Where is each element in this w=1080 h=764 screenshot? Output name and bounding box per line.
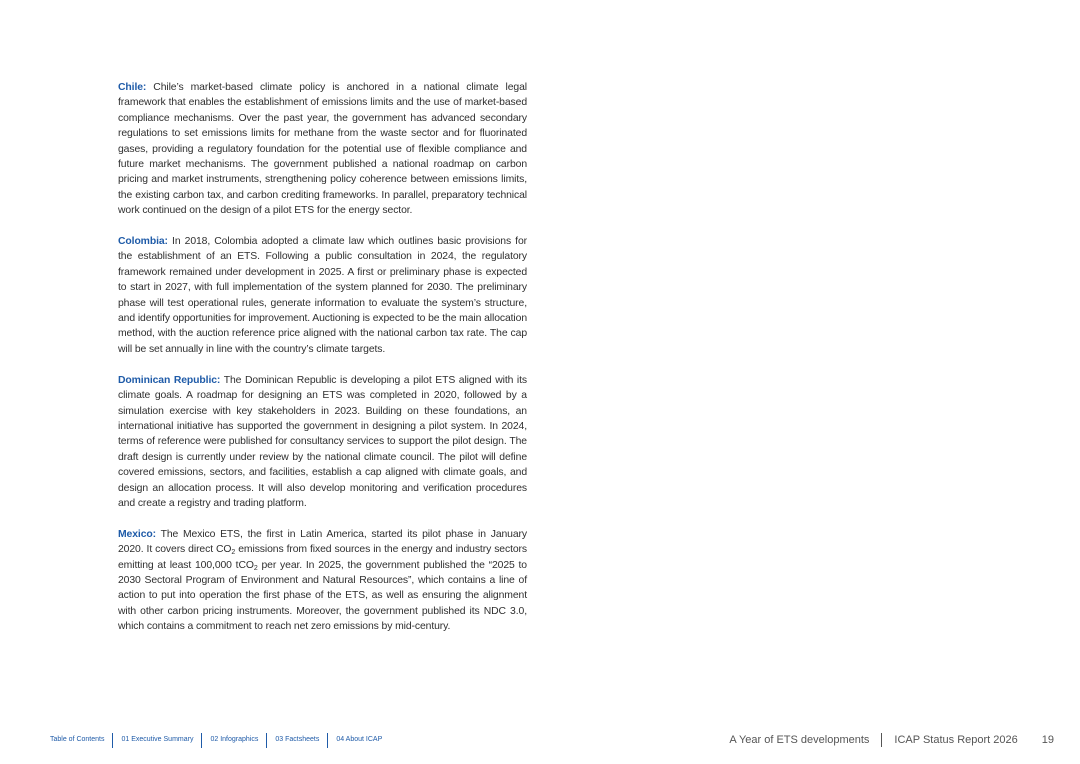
nav-link-table-of-contents[interactable]: Table of Contents: [50, 736, 105, 743]
nav-link-infographics[interactable]: 02 Infographics: [210, 736, 259, 743]
footer-running-title: [729, 732, 1054, 748]
paragraph-mexico: [118, 527, 527, 635]
paragraph-text: The Dominican Republic is developing a pilot ETS aligned with its climate goals. A roadmap for designing an ETS was completed in 2020, followed by a simulation exercise with key stakeholders in 2023. Building on these foundations, an international initiative has supported the government in designing a pilot system. In 2024, terms of reference were published for consultancy services to support the pilot design. The draft design is currently under review by the national climate council. The pilot will define covered emissions, sectors, and facilities, establish a cap aligned with climate goals, and design an allocation process. It will also develop monitoring and verification procedures and create a registry and trading platform.: [118, 374, 527, 509]
country-heading-mexico: Mexico:: [118, 528, 156, 540]
paragraph-text: In 2018, Colombia adopted a climate law which outlines basic provisions for the establishment of an ETS. Following a public consultation in 2024, the regulatory framework remained under development in 2025. A first or preliminary phase is expected to start in 2027, with full implementation of the system planned for 2030. The preliminary phase will test operational rules, generate information to evaluate the system’s structure, and identify opportunities for improvement. Auctioning is expected to be the main allocation method, with the auction reference price aligned with the national carbon tax rate. The cap will be set annually in line with the country’s climate targets.: [118, 236, 527, 355]
paragraph-colombia: [118, 234, 527, 357]
nav-link-executive-summary[interactable]: 01 Executive Summary: [121, 736, 194, 743]
country-heading-dominican-republic: Dominican Republic:: [118, 374, 221, 386]
paragraph-text: The Mexico ETS, the first in Latin America, started its pilot phase in January 2020. It covers direct CO: [118, 528, 527, 556]
main-content: [118, 80, 527, 650]
subscript: 2: [253, 564, 258, 572]
paragraph-dominican-republic: [118, 373, 527, 512]
section-title: A Year of ETS developments: [729, 734, 870, 746]
nav-link-about-icap[interactable]: 04 About ICAP: [336, 736, 383, 743]
subscript: 2: [231, 549, 236, 557]
paragraph-text: emissions from fixed sources in the energy and industry sectors emitting at least 100,000 tCO: [118, 544, 527, 571]
footer-navigation: [50, 733, 390, 747]
country-heading-chile: Chile:: [118, 82, 147, 93]
country-heading-colombia: Colombia:: [118, 236, 168, 248]
paragraph-text: Chile’s market-based climate policy is anchored in a national climate legal framework that enables the establishment of emissions limits and the use of market-based compliance mechanisms. Over the past year, the government has advanced secondary regulations to set emissions limits for methane from the waste sector and for fluorinated gases, providing a regulatory foundation for the potential use of flexible compliance and future market mechanisms. The government published a national roadmap on carbon pricing and market instruments, strengthening policy coherence between emissions limits, the existing carbon tax, and carbon crediting frameworks. In parallel, preparatory technical work continued on the design of a pilot ETS for the energy sector.: [118, 82, 527, 217]
report-title: ICAP Status Report 2026: [894, 734, 1018, 746]
title-divider: [881, 733, 882, 747]
paragraph-chile: [118, 80, 527, 219]
nav-link-factsheets[interactable]: 03 Factsheets: [275, 736, 320, 743]
page-number: 19: [1041, 734, 1054, 746]
paragraph-text: per year. In 2025, the government published the “2025 to 2030 Sectoral Program of Environment and Natural Resources”, which contains a line of action to put into operation the first phase of the ETS, as well as ensuring the alignment with other carbon pricing instruments. Moreover, the government published its NDC 3.0, which contains a commitment to reach net zero emissions by mid-century.: [118, 559, 527, 633]
